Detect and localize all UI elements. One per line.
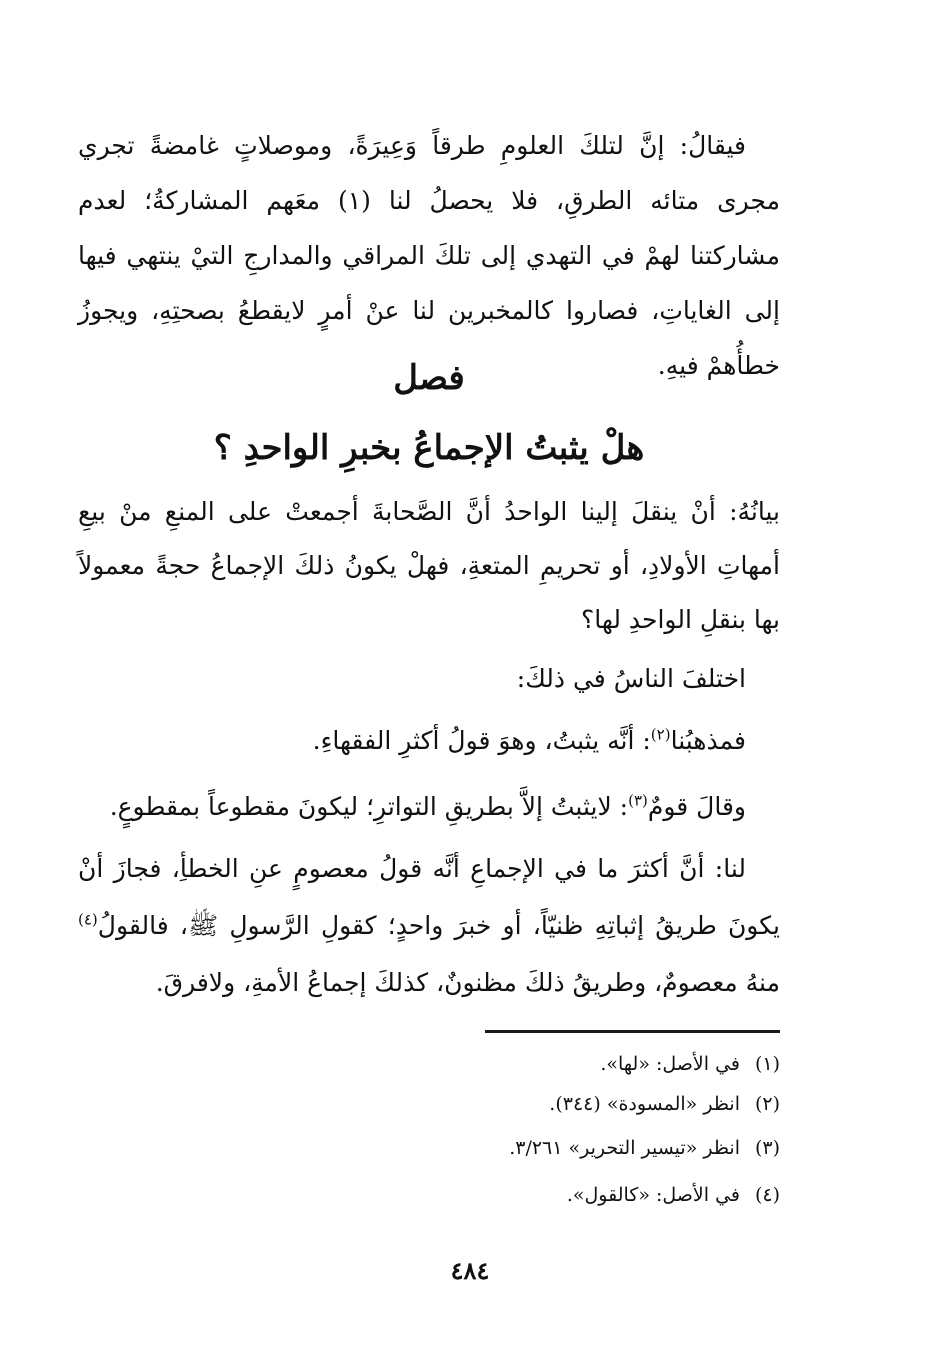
footnote-2 xyxy=(78,1089,780,1119)
disagreement-line: اختلفَ الناسُ في ذلكَ: xyxy=(516,664,746,693)
page-number: ٤٨٤ xyxy=(450,1256,490,1285)
footnote-text: في الأصل: «لها». xyxy=(600,1053,740,1075)
argument-text-b: منهُ معصومٌ، وطريقُ ذلكَ مظنونٌ، كذلكَ إجماعُ الأمةِ، ولافرقَ. xyxy=(155,968,780,997)
footnote-divider xyxy=(485,1030,780,1033)
argument-text-a: لنا: أنَّ أكثرَ ما في الإجماعِ أنَّه قولُ معصومٍ عنِ الخطأِ، فجازَ أنْ يكونَ طريقُ إثباتِهِ ظنيّاً، أو خبرَ واحدٍ؛ كقولِ الرَّسولِ ﷺ، فالقولُ xyxy=(78,854,780,940)
opening-paragraph: فيقالُ: إنَّ لتلكَ العلومِ طرقاً وَعِيرَةً، وموصلاتٍ غامضةً تجري مجرى متائه الطرقِ، فلا يحصلُ لنا (١) معَهم المشاركةُ؛ لعدم مشاركتنا لهمْ في التهدي إلى تلكَ المراقي والمدارجِ التيْ ينتهي فيها إلى الغاياتِ، فصاروا كالمخبرين لنا عنْ أمرٍ لايقطعُ بصحتِهِ، ويجوزُ خطأُهمْ فيهِ. xyxy=(78,131,780,380)
question-heading: هلْ يثبتُ الإجماعُ بخبرِ الواحدِ ؟ xyxy=(213,428,645,468)
our-school-line xyxy=(78,714,780,768)
our-school-lead: فمذهبُنا xyxy=(670,726,746,755)
section-heading: فصل xyxy=(393,358,465,398)
footnote-ref-2: (٢) xyxy=(650,725,671,744)
footnote-ref-4: (٤) xyxy=(78,910,98,929)
footnote-ref-3: (٣) xyxy=(628,791,648,810)
footnote-3 xyxy=(78,1133,780,1163)
opposing-view-line xyxy=(78,780,780,834)
footnote-text: في الأصل: «كالقول». xyxy=(566,1184,740,1206)
opposing-view-text: : لايثبتُ إلاَّ بطريقِ التواترِ؛ ليكونَ مقطوعاً بمقطوعٍ. xyxy=(109,792,629,821)
footnote-text: انظر «المسودة» (٣٤٤). xyxy=(549,1093,740,1115)
footnote-4 xyxy=(78,1180,780,1210)
explanation-paragraph: بيانُهُ: أنْ ينقلَ إلينا الواحدُ أنَّ الصَّحابةَ أجمعتْ على المنعِ منْ بيعِ أمهاتِ الأولادِ، أو تحريمِ المتعةِ، فهلْ يكونُ ذلكَ الإجماعُ حجةً معمولاً بها بنقلِ الواحدِ لها؟ xyxy=(78,497,780,634)
footnote-1 xyxy=(78,1049,780,1079)
footnote-number: (٣) xyxy=(754,1137,780,1159)
footnote-text: انظر «تيسير التحرير» ٣/٢٦١. xyxy=(509,1137,740,1159)
footnote-number: (١) xyxy=(754,1053,780,1075)
our-school-text: : أنَّه يثبتُ، وهوَ قولُ أكثرِ الفقهاءِ. xyxy=(312,726,651,755)
argument-paragraph xyxy=(78,840,780,1011)
footnote-number: (٢) xyxy=(754,1093,780,1115)
opposing-view-lead: وقالَ قومٌ xyxy=(647,792,746,821)
footnote-number: (٤) xyxy=(754,1184,780,1206)
